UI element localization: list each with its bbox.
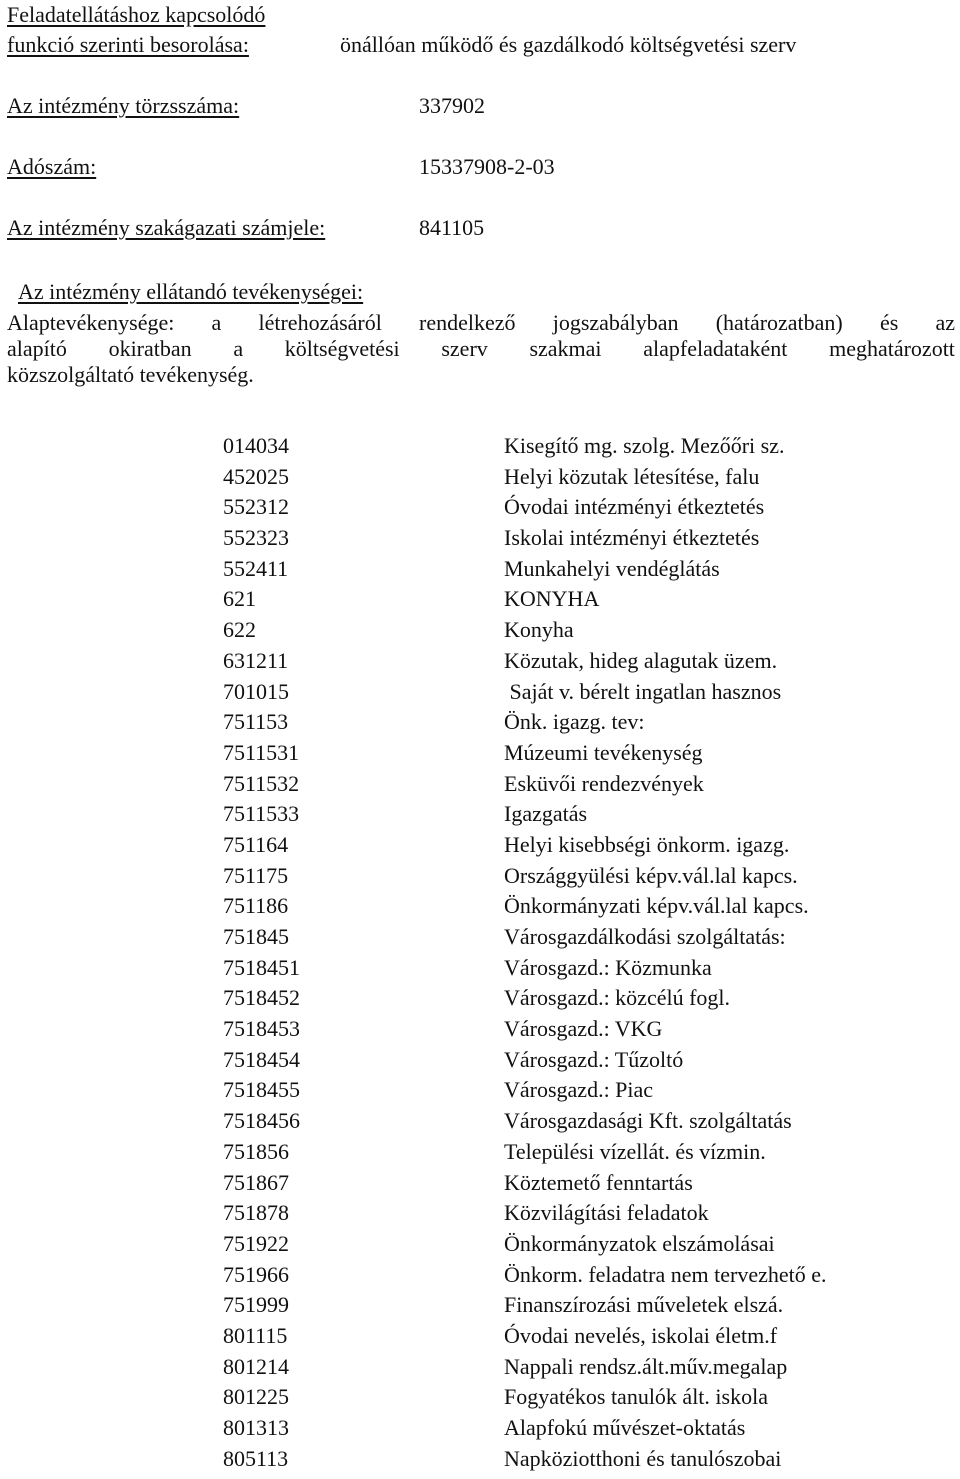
activity-code: 751175 — [223, 862, 289, 888]
code-row — [223, 955, 923, 986]
activity-description: Közvilágítási feladatok — [504, 1200, 709, 1226]
activity-code: 7518455 — [223, 1077, 300, 1103]
code-row — [223, 771, 923, 802]
activity-description: Nappali rendsz.ált.műv.megalap — [504, 1353, 788, 1379]
paragraph-line-3: közszolgáltató tevékenység. — [7, 362, 254, 387]
paragraph-word: a — [211, 310, 222, 335]
paragraph-word: (határozatban) — [715, 310, 843, 335]
activity-code: 751966 — [223, 1261, 289, 1287]
activity-code: 751878 — [223, 1200, 289, 1226]
classification-label-line1: Feladatellátáshoz kapcsolódó — [7, 2, 266, 27]
activity-description: Önkorm. feladatra nem tervezhető e. — [504, 1261, 827, 1287]
activity-description: Közutak, hideg alagutak üzem. — [504, 647, 778, 673]
activity-description: Fogyatékos tanulók ált. iskola — [504, 1384, 768, 1410]
activity-code: 751867 — [223, 1169, 289, 1195]
code-row — [223, 740, 923, 771]
code-row — [223, 893, 923, 924]
code-row — [223, 679, 923, 710]
activity-code: 751922 — [223, 1230, 289, 1256]
code-row — [223, 525, 923, 556]
code-row — [223, 1415, 923, 1446]
activity-code: 751186 — [223, 893, 289, 919]
code-row — [223, 1262, 923, 1293]
activity-description: Iskolai intézményi étkeztetés — [504, 525, 760, 551]
activity-description: Települési vízellát. és vízmin. — [504, 1138, 766, 1164]
activity-description: Óvodai intézményi étkeztetés — [504, 494, 765, 520]
activity-description: Városgazd.: Tűzoltó — [504, 1046, 684, 1072]
code-row — [223, 1231, 923, 1262]
code-row — [223, 1077, 923, 1108]
code-row — [223, 801, 923, 832]
activity-description: Városgazd.: Piac — [504, 1077, 654, 1103]
activity-description: Helyi kisebbségi önkorm. igazg. — [504, 831, 790, 857]
registry-number-label: Az intézmény törzsszáma: — [7, 93, 240, 118]
sector-code-label: Az intézmény szakágazati számjele: — [7, 215, 326, 240]
code-row — [223, 832, 923, 863]
paragraph-word: meghatározott — [829, 336, 955, 361]
code-row — [223, 433, 923, 464]
activity-description: Városgazd.: Közmunka — [504, 954, 712, 980]
code-row — [223, 1292, 923, 1323]
activity-description: Múzeumi tevékenység — [504, 739, 703, 765]
code-row — [223, 1108, 923, 1139]
activity-code: 701015 — [223, 678, 289, 704]
paragraph-word: okiratban — [108, 336, 192, 361]
paragraph-word: a — [233, 336, 244, 361]
activity-code: 552411 — [223, 555, 289, 581]
paragraph-word: alapfeladataként — [643, 336, 788, 361]
paragraph-word: létrehozásáról — [258, 310, 382, 335]
code-row — [223, 1047, 923, 1078]
code-row — [223, 1170, 923, 1201]
code-row — [223, 1200, 923, 1231]
activity-code: 7518456 — [223, 1108, 300, 1134]
activity-code: 621 — [223, 586, 256, 612]
activity-code: 452025 — [223, 463, 289, 489]
activity-description: Finanszírozási műveletek elszá. — [504, 1292, 784, 1318]
paragraph-line-1 — [7, 310, 955, 336]
activity-description: Önk. igazg. tev: — [504, 709, 645, 735]
code-row — [223, 1354, 923, 1385]
tax-number-label: Adószám: — [7, 154, 97, 179]
activity-description: Helyi közutak létesítése, falu — [504, 463, 760, 489]
activity-code: 801214 — [223, 1353, 289, 1379]
activity-code: 7518454 — [223, 1046, 300, 1072]
code-row — [223, 648, 923, 679]
activity-description: Óvodai nevelés, iskolai életm.f — [504, 1322, 778, 1348]
activity-code: 7511533 — [223, 801, 300, 827]
paragraph-word: alapító — [7, 336, 67, 361]
sector-code-value: 841105 — [419, 215, 485, 240]
code-row — [223, 985, 923, 1016]
activity-description: Konyha — [504, 617, 574, 643]
code-row — [223, 556, 923, 587]
activity-description: Köztemető fenntartás — [504, 1169, 693, 1195]
code-row — [223, 924, 923, 955]
activity-code-list — [223, 433, 923, 1476]
code-row — [223, 1139, 923, 1170]
activity-code: 751845 — [223, 924, 289, 949]
activity-description: Városgazdasági Kft. szolgáltatás — [504, 1108, 792, 1134]
classification-value: önállóan működő és gazdálkodó költségvetési szerv — [340, 32, 797, 57]
classification-label-line2: funkció szerinti besorolása: — [7, 32, 249, 57]
paragraph-word: szerv — [441, 336, 488, 361]
activities-heading: Az intézmény ellátandó tevékenységei: — [18, 279, 364, 304]
activity-code: 7518451 — [223, 954, 300, 980]
tax-number-value: 15337908-2-03 — [419, 154, 555, 179]
activity-description: Városgazdálkodási szolgáltatás: — [504, 924, 786, 949]
paragraph-word: költségvetési — [284, 336, 400, 361]
activity-description: Esküvői rendezvények — [504, 770, 704, 796]
activity-description: KONYHA — [504, 586, 600, 612]
activity-description: Igazgatás — [504, 801, 588, 827]
code-row — [223, 494, 923, 525]
activity-description: Városgazd.: VKG — [504, 1016, 663, 1042]
activity-code: 751153 — [223, 709, 289, 735]
activity-code: 751999 — [223, 1292, 289, 1318]
code-row — [223, 1323, 923, 1354]
activity-code: 014034 — [223, 433, 289, 458]
activity-code: 7518452 — [223, 985, 300, 1011]
paragraph-word: szakmai — [529, 336, 602, 361]
paragraph-line-2 — [7, 336, 955, 362]
activity-description: Országgyülési képv.vál.lal kapcs. — [504, 862, 798, 888]
activity-description: Kisegítő mg. szolg. Mezőőri sz. — [504, 433, 785, 458]
activity-description: Munkahelyi vendéglátás — [504, 555, 720, 581]
activity-code: 801313 — [223, 1415, 289, 1440]
code-row — [223, 1016, 923, 1047]
activity-code: 805113 — [223, 1445, 289, 1471]
code-row — [223, 709, 923, 740]
code-row — [223, 863, 923, 894]
activity-code: 801225 — [223, 1384, 289, 1410]
activity-description: Városgazd.: közcélú fogl. — [504, 985, 731, 1011]
activity-description: Önkormányzati képv.vál.lal kapcs. — [504, 893, 809, 919]
activity-code: 631211 — [223, 647, 289, 673]
activity-description: Napköziotthoni és tanulószobai — [504, 1445, 782, 1471]
activity-code: 552323 — [223, 525, 289, 551]
code-row — [223, 617, 923, 648]
paragraph-word: Alaptevékenysége: — [7, 310, 175, 335]
code-row — [223, 586, 923, 617]
activities-paragraph — [7, 310, 955, 388]
activity-description: Önkormányzatok elszámolásai — [504, 1230, 775, 1256]
activity-code: 622 — [223, 617, 256, 643]
activity-code: 801115 — [223, 1322, 288, 1348]
registry-number-value: 337902 — [419, 93, 485, 118]
activity-description: Alapfokú művészet-oktatás — [504, 1415, 746, 1440]
code-row — [223, 464, 923, 495]
activity-description: Saját v. bérelt ingatlan hasznos — [504, 678, 782, 704]
activity-code: 7511532 — [223, 770, 300, 796]
activity-code: 552312 — [223, 494, 289, 520]
code-row — [223, 1384, 923, 1415]
activity-code: 7511531 — [223, 739, 300, 765]
activity-code: 751856 — [223, 1138, 289, 1164]
paragraph-word: rendelkező — [419, 310, 516, 335]
paragraph-word: és — [879, 310, 899, 335]
activity-code: 751164 — [223, 831, 289, 857]
activity-code: 7518453 — [223, 1016, 300, 1042]
code-row — [223, 1446, 923, 1477]
paragraph-word: jogszabályban — [552, 310, 679, 335]
paragraph-word: az — [935, 310, 955, 335]
